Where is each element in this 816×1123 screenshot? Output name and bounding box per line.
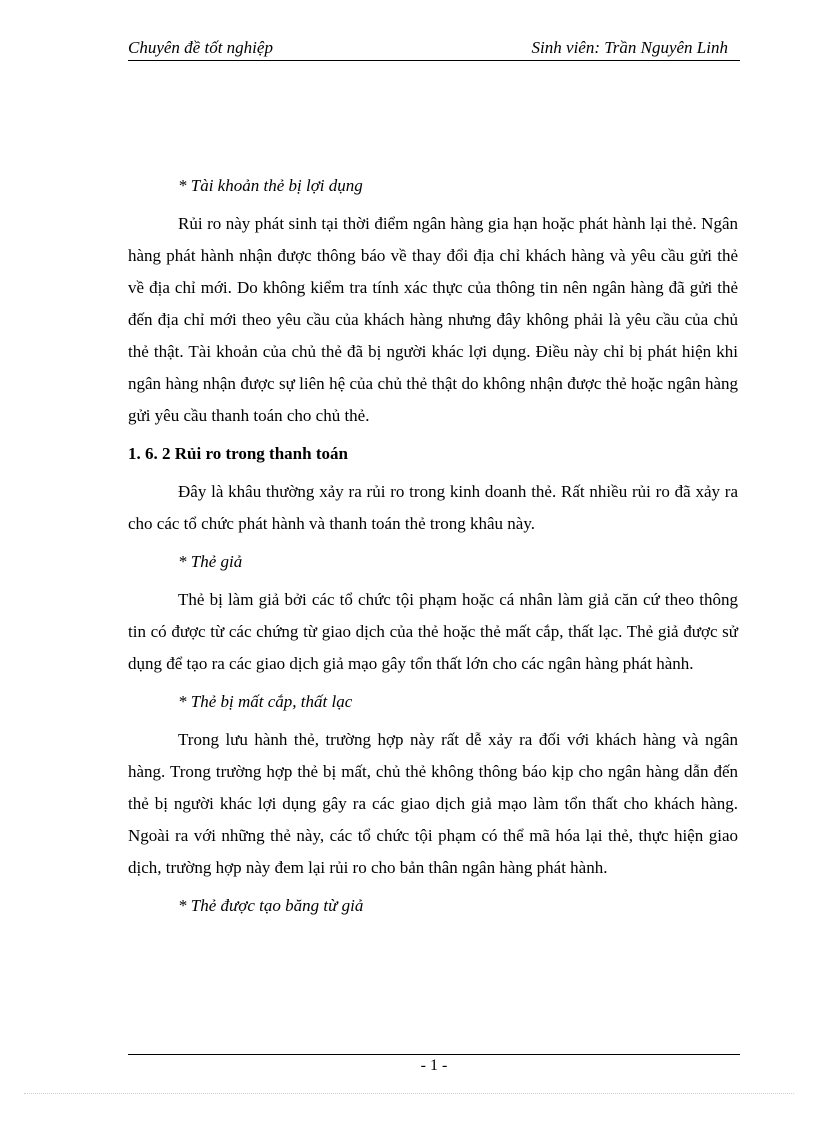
paragraph-lost-card: Trong lưu hành thẻ, trường hợp này rất dễ xảy ra đối với khách hàng và ngân hàng. Trong trường hợp thẻ bị mất, chủ thẻ không thông báo kịp cho ngân hàng dẫn đến thẻ bị người khác lợi dụng gây ra các giao dịch giả mạo làm tổn thất cho khách hàng. Ngoài ra với những thẻ này, các tổ chức tội phạm có thể mã hóa lại thẻ, thực hiện giao dịch, trường hợp này đem lại rủi ro cho bản thân ngân hàng phát hành. xyxy=(128,730,738,877)
paragraph-payment-risk: Đây là khâu thường xảy ra rủi ro trong kinh doanh thẻ. Rất nhiều rủi ro đã xảy ra cho các tổ chức phát hành và thanh toán thẻ trong khâu này. xyxy=(128,482,738,533)
header-title: Chuyên đề tốt nghiệp xyxy=(128,38,273,57)
page-header xyxy=(128,38,740,61)
section-heading-payment-risk: 1. 6. 2 Rủi ro trong thanh toán xyxy=(128,444,348,463)
header-author: Sinh viên: Trần Nguyên Linh xyxy=(531,38,728,57)
subheading-fake-magstripe: * Thẻ được tạo băng từ giả xyxy=(178,896,364,915)
page-number: - 1 - xyxy=(420,1057,448,1074)
page-boundary-line xyxy=(24,1093,794,1094)
subheading-account-misuse: * Tài khoản thẻ bị lợi dụng xyxy=(178,176,363,195)
paragraph-account-misuse: Rủi ro này phát sinh tại thời điểm ngân hàng gia hạn hoặc phát hành lại thẻ. Ngân hàng phát hành nhận được thông báo về thay đổi địa chỉ khách hàng và yêu cầu gửi thẻ về địa chỉ mới. Do không kiểm tra tính xác thực của thông tin nên ngân hàng đã gửi thẻ đến địa chỉ mới theo yêu cầu của khách hàng nhưng đây không phải là yêu cầu của chủ thẻ thật. Tài khoản của chủ thẻ đã bị người khác lợi dụng. Điều này chỉ bị phát hiện khi ngân hàng nhận được sự liên hệ của chủ thẻ thật do không nhận được thẻ hoặc ngân hàng gửi yêu cầu thanh toán cho chủ thẻ. xyxy=(128,214,738,425)
footer-divider xyxy=(128,1054,740,1055)
document-body xyxy=(128,170,738,928)
subheading-lost-card: * Thẻ bị mất cắp, thất lạc xyxy=(178,692,353,711)
paragraph-fake-card: Thẻ bị làm giả bởi các tổ chức tội phạm hoặc cá nhân làm giả căn cứ theo thông tin có được từ các chứng từ giao dịch của thẻ hoặc thẻ mất cắp, thất lạc. Thẻ giả được sử dụng để tạo ra các giao dịch giả mạo gây tổn thất lớn cho các ngân hàng phát hành. xyxy=(128,590,738,673)
subheading-fake-card: * Thẻ giả xyxy=(178,552,243,571)
